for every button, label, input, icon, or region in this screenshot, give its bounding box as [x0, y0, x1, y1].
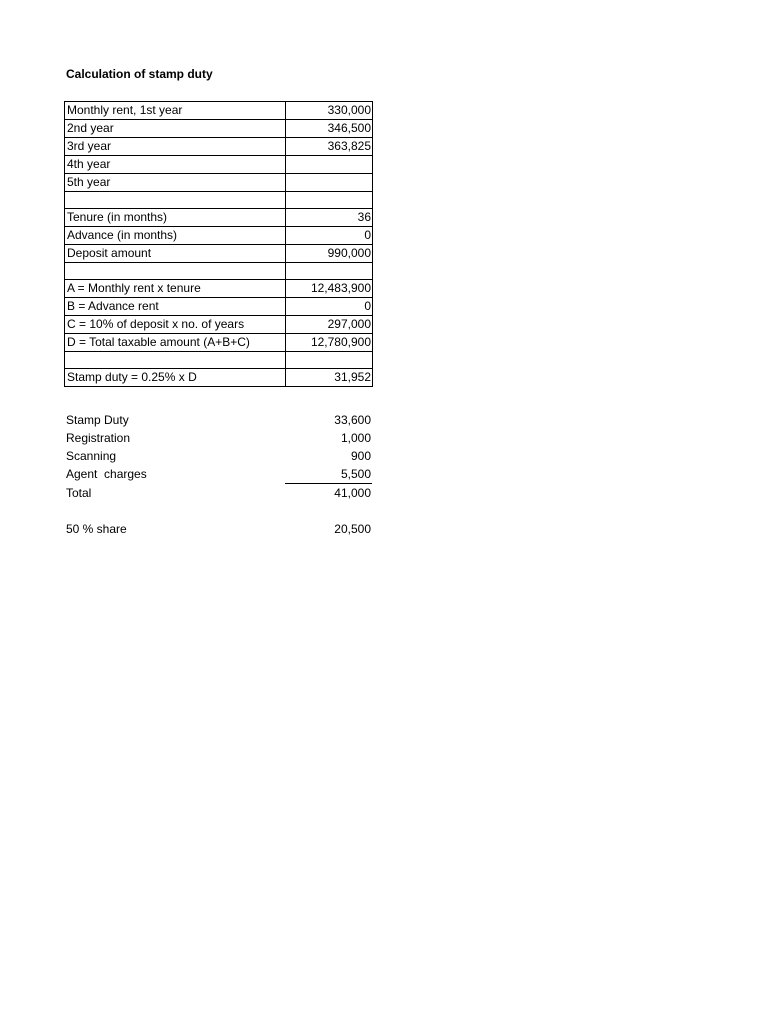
- calc-row-value: [286, 263, 373, 280]
- calc-row-value: 0: [286, 298, 373, 316]
- calculation-rows: [65, 102, 373, 387]
- spacer-cell: [285, 502, 372, 520]
- calc-row-label: Stamp duty = 0.25% x D: [65, 369, 286, 387]
- calc-row: [65, 138, 373, 156]
- calc-row-label: B = Advance rent: [65, 298, 286, 316]
- stamp-duty-calculation-table: [64, 101, 373, 387]
- calc-row: [65, 369, 373, 387]
- calc-row: [65, 316, 373, 334]
- calc-row-label: [65, 192, 286, 209]
- calc-row: [65, 298, 373, 316]
- scanning-value: 900: [350, 449, 371, 463]
- registration-value: 1,000: [340, 431, 371, 445]
- total-value: 41,000: [334, 486, 371, 500]
- calc-row: [65, 263, 373, 280]
- calc-row-value: [286, 192, 373, 209]
- total-label: Total: [66, 485, 92, 500]
- summary-row-total: [64, 484, 372, 503]
- summary-row-registration: [64, 429, 372, 447]
- calc-row: [65, 245, 373, 263]
- summary-row-agent-charges: [64, 465, 372, 484]
- stamp-duty-label: Stamp Duty: [66, 413, 129, 427]
- calc-row-label: [65, 352, 286, 369]
- share-value: 20,500: [334, 522, 371, 536]
- calc-row-value: [286, 174, 373, 192]
- calc-row: [65, 102, 373, 120]
- calc-row-value: 297,000: [286, 316, 373, 334]
- calc-row-value: 0: [286, 227, 373, 245]
- calc-row-value: 990,000: [286, 245, 373, 263]
- stamp-duty-value: 33,600: [334, 413, 371, 427]
- calc-row: [65, 120, 373, 138]
- calc-row-label: C = 10% of deposit x no. of years: [65, 316, 286, 334]
- calc-row-value: [286, 156, 373, 174]
- charges-summary-table: [64, 411, 372, 538]
- calc-row: [65, 192, 373, 209]
- summary-row-share: [64, 520, 372, 538]
- calc-row-label: D = Total taxable amount (A+B+C): [65, 334, 286, 352]
- calc-row-label: Tenure (in months): [65, 209, 286, 227]
- calc-row-label: 3rd year: [65, 138, 286, 156]
- calc-row-label: A = Monthly rent x tenure: [65, 280, 286, 298]
- calc-row: [65, 334, 373, 352]
- calc-row-value: 330,000: [286, 102, 373, 120]
- calc-row: [65, 280, 373, 298]
- calc-row-value: 36: [286, 209, 373, 227]
- summary-row-scanning: [64, 447, 372, 465]
- summary-spacer-row: [64, 502, 372, 520]
- agent-charges-value: 5,500: [285, 465, 372, 484]
- calc-row-label: 5th year: [65, 174, 286, 192]
- calc-row-value: 363,825: [286, 138, 373, 156]
- registration-label: Registration: [66, 431, 131, 445]
- calc-row-label: 2nd year: [65, 120, 286, 138]
- calc-row-value: 12,780,900: [286, 334, 373, 352]
- calc-row: [65, 352, 373, 369]
- calc-row-label: Advance (in months): [65, 227, 286, 245]
- calc-row-value: 346,500: [286, 120, 373, 138]
- calc-row-value: 12,483,900: [286, 280, 373, 298]
- calc-row: [65, 209, 373, 227]
- calc-row-value: 31,952: [286, 369, 373, 387]
- calc-row-value: [286, 352, 373, 369]
- calc-row-label: Monthly rent, 1st year: [65, 102, 286, 120]
- calc-row-label: 4th year: [65, 156, 286, 174]
- calc-row: [65, 156, 373, 174]
- spacer-cell: [64, 502, 285, 520]
- calc-row: [65, 174, 373, 192]
- summary-row-stamp-duty: [64, 411, 372, 429]
- calc-row-label: [65, 263, 286, 280]
- agent-charges-label: Agent charges: [66, 467, 147, 482]
- calc-row-label: Deposit amount: [65, 245, 286, 263]
- sheet-title: Calculation of stamp duty: [66, 67, 213, 81]
- calc-row: [65, 227, 373, 245]
- share-label: 50 % share: [66, 522, 127, 536]
- scanning-label: Scanning: [66, 449, 117, 463]
